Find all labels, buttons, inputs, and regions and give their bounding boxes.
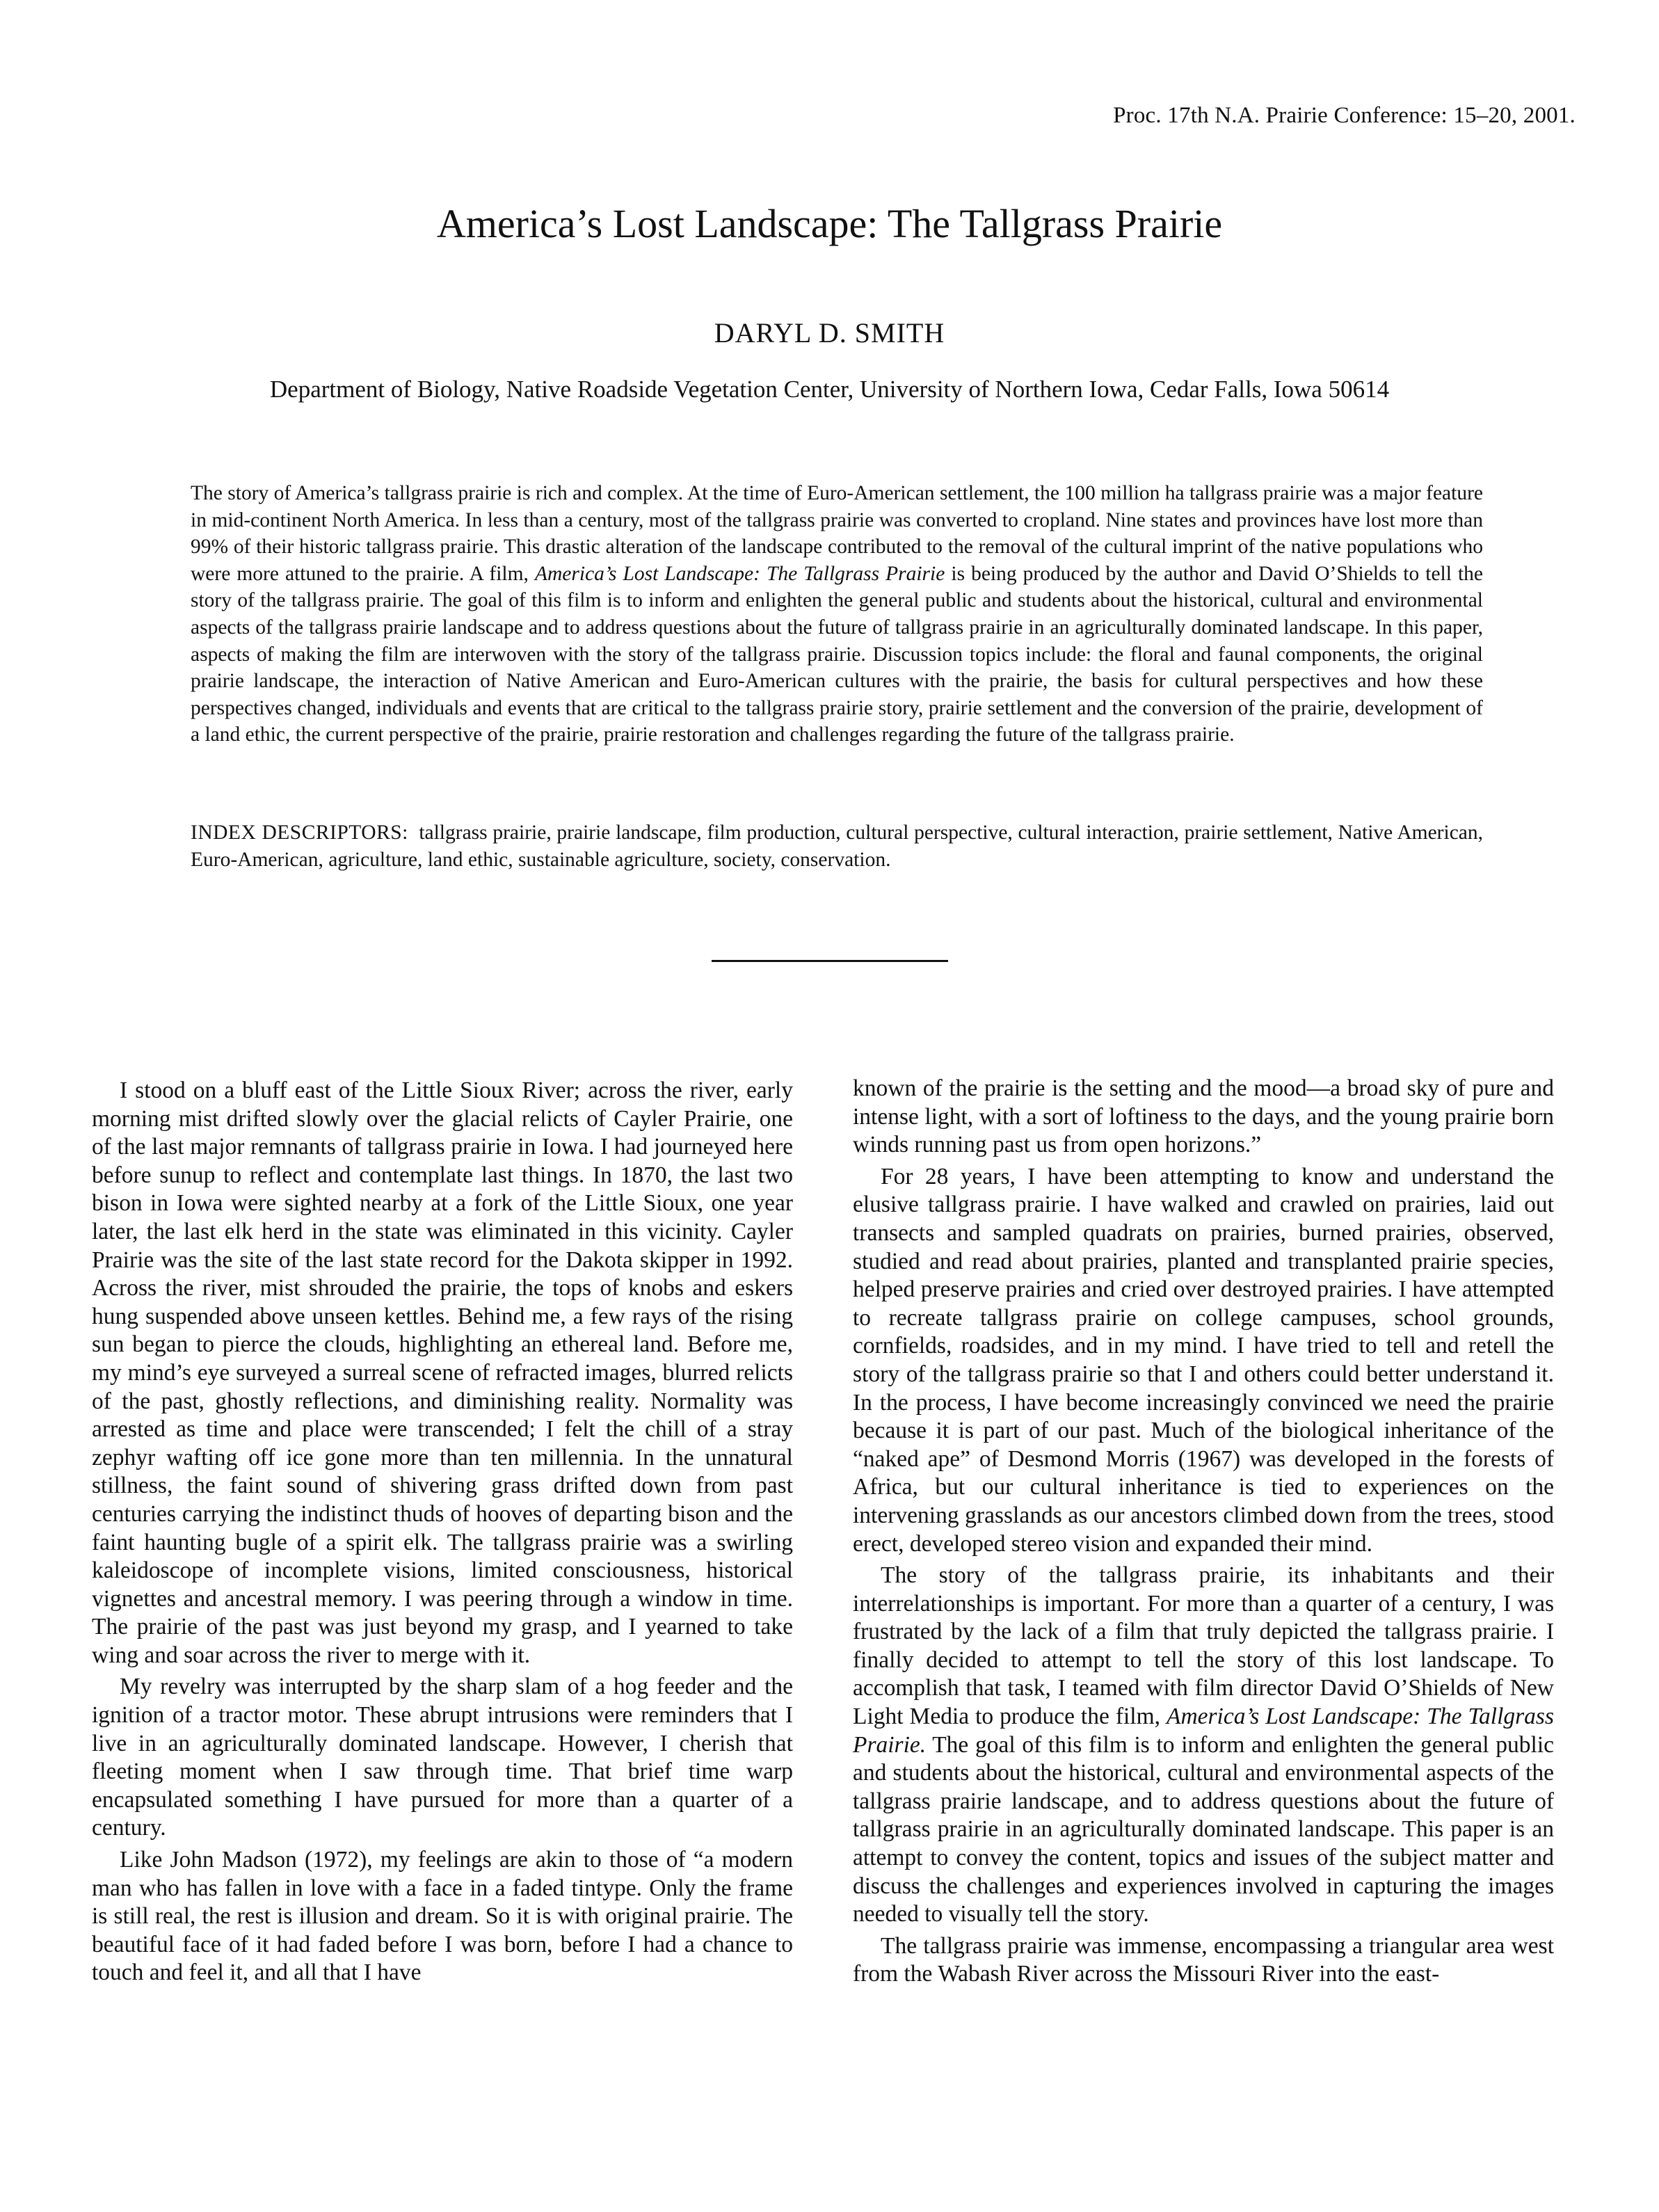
body-paragraph: known of the prairie is the setting and the mood—a broad sky of pure and intense light, with a sort of loftiness to the days, and the young prairie born winds running past us from open horizons.”	[853, 1075, 1554, 1158]
section-divider	[712, 960, 948, 962]
body-paragraph: I stood on a bluff east of the Little Sioux River; across the river, early morning mist drifted slowly over the glacial relicts of Cayler Prairie, one of the last major remnants of tallgrass prairie in Iowa. I had journeyed here before sunup to reflect and contemplate last things. In 1870, the last two bison in Iowa were sighted nearby at a fork of the Little Sioux, one year later, the last elk herd in the state was eliminated in this vicinity. Cayler Prairie was the site of the last state record for the Dakota skipper in 1992. Across the river, mist shrouded the prairie, the tops of knobs and eskers hung suspended above unseen kettles. Behind me, a few rays of the rising sun began to pierce the clouds, highlighting an ethereal land. Before me, my mind’s eye surveyed a surreal scene of refracted images, blurred relicts of the past, ghostly reflections, and diminishing reality. Normality was arrested as time and place were transcended; I felt the chill of a stray zephyr wafting off ice gone more than ten millennia. In the unnatural stillness, the faint sound of shivering grass drifted down from past centuries carrying the indistinct thuds of hooves of departing bison and the faint haunting bugle of a spirit elk. The tallgrass prairie was a swirling kaleidoscope of incomplete visions, limited consciousness, historical vignettes and ancestral memory. I was peering through a window in time. The prairie of the past was just beyond my grasp, and I yearned to take wing and soar across the river to merge with it.	[92, 1077, 793, 1668]
author-name: DARYL D. SMITH	[714, 317, 945, 348]
index-descriptors-terms: tallgrass prairie, prairie landscape, film production, cultural perspective, cultural interaction, prairie settlement, Native American, Euro-American, agriculture, land ethic, sustainable agriculture, society, conservation.	[191, 822, 1484, 871]
body-column-right	[853, 1075, 1554, 1992]
body-paragraph: My revelry was interrupted by the sharp slam of a hog feeder and the ignition of a tractor motor. These abrupt intrusions were reminders that I live in an agriculturally dominated landscape. However, I cherish that fleeting moment when I saw through time. That brief time warp encapsulated something I have pursued for more than a quarter of a century.	[92, 1674, 793, 1841]
body-text-part1: The story of the tallgrass prairie, its inhabitants and their interrelationships is important. For more than a quarter of a century, I was frustrated by the lack of a film that truly depicted the tallgrass prairie. I finally decided to attempt to tell the story of this lost landscape. To accomplish that task, I teamed with film director David O’Shields of New Light Media to produce the film,	[853, 1562, 1554, 1730]
author-affiliation: Department of Biology, Native Roadside Vegetation Center, University of Northern Iowa, Cedar Falls, Iowa 50614	[269, 376, 1390, 403]
running-head: Proc. 17th N.A. Prairie Conference: 15–20, 2001.	[1113, 103, 1576, 128]
body-film-title: America’s Lost Landscape: The Tallgrass Prairie.	[853, 1704, 1554, 1758]
body-column-left	[92, 1077, 793, 1991]
body-paragraph: Like John Madson (1972), my feelings are akin to those of “a modern man who has fallen in love with a face in a faded tintype. Only the frame is still real, the rest is illusion and dream. So it is with original prairie. The beautiful face of it had faded before I was born, before I had a chance to touch and feel it, and all that I have	[92, 1847, 793, 1986]
article-title: America’s Lost Landscape: The Tallgrass Prairie	[436, 201, 1223, 246]
abstract	[191, 480, 1483, 748]
body-paragraph: For 28 years, I have been attempting to know and understand the elusive tallgrass prairie. I have walked and crawled on prairies, laid out transects and sampled quadrats on prairies, burned prairies, observed, studied and read about prairies, planted and transplanted prairie species, helped preserve prairies and cried over destroyed prairies. I have attempted to recreate tallgrass prairie on college campuses, school grounds, cornfields, roadsides, and in my mind. I have tried to tell and retell the story of the tallgrass prairie so that I and others could better understand it. In the process, I have become increasingly convinced we need the prairie because it is part of our past. Much of the biological inheritance of the “naked ape” of Desmond Morris (1967) was developed in the forests of Africa, but our cultural inheritance is tied to experiences on the intervening grasslands as our ancestors climbed down from the trees, stood erect, developed stereo vision and expanded their mind.	[853, 1163, 1554, 1557]
index-descriptors-label: INDEX DESCRIPTORS:	[191, 822, 408, 844]
abstract-text-part2: is being produced by the author and David O’Shields to tell the story of the tallgrass prairie. The goal of this film is to inform and enlighten the general public and students about the historical, cultural and environmental aspects of the tallgrass prairie landscape and to address questions about the future of tallgrass prairie in an agriculturally dominated landscape. In this paper, aspects of making the film are interwoven with the story of the tallgrass prairie. Discussion topics include: the floral and faunal components, the original prairie landscape, the interaction of Native American and Euro-American cultures with the prairie, the basis for cultural perspectives and how these perspectives changed, individuals and events that are critical to the tallgrass prairie story, prairie settlement and the conversion of the prairie, development of a land ethic, the current perspective of the prairie, prairie restoration and challenges regarding the future of the tallgrass prairie.	[191, 562, 1484, 746]
body-paragraph	[853, 1562, 1554, 1929]
body-text-part2: The goal of this film is to inform and enlighten the general public and students about the historical, cultural and environmental aspects of the tallgrass prairie landscape, and to address questions about the future of tallgrass prairie in an agriculturally dominated landscape. This paper is an attempt to convey the content, topics and issues of the subject matter and discuss the challenges and experiences involved in capturing the images needed to visually tell the story.	[853, 1731, 1554, 1928]
body-paragraph: The tallgrass prairie was immense, encompassing a triangular area west from the Wabash River across the Missouri River into the east-	[853, 1932, 1554, 1987]
index-descriptors	[191, 819, 1483, 873]
abstract-text-part1: The story of America’s tallgrass prairie is rich and complex. At the time of Euro-American settlement, the 100 million ha tallgrass prairie was a major feature in mid-continent North America. In less than a century, most of the tallgrass prairie was converted to cropland. Nine states and provinces have lost more than 99% of their historic tallgrass prairie. This drastic alteration of the landscape contributed to the removal of the cultural imprint of the native populations who were more attuned to the prairie. A film,	[191, 482, 1483, 585]
abstract-film-title: America’s Lost Landscape: The Tallgrass Prairie	[534, 562, 945, 585]
